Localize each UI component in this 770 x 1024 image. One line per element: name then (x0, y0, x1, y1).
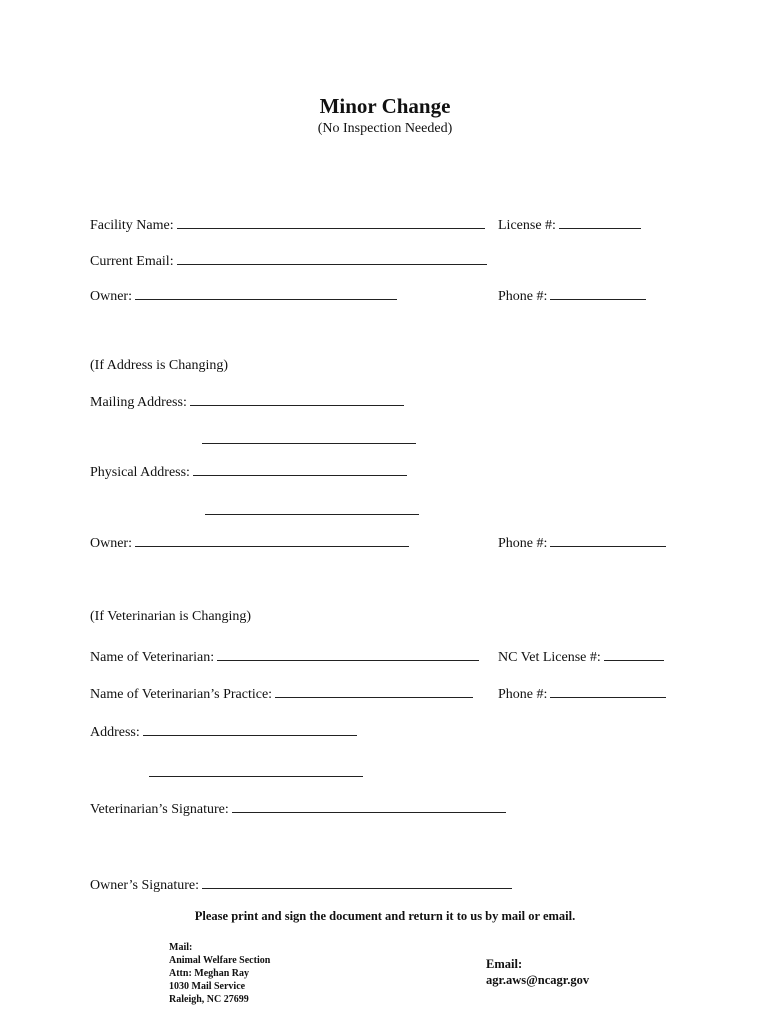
physical-address-line-2[interactable] (205, 513, 419, 515)
mailing-address-line[interactable] (190, 393, 404, 406)
license-line[interactable] (559, 216, 641, 229)
phone-field[interactable] (498, 287, 646, 305)
license-label: License #: (498, 218, 556, 233)
address-owner-label: Owner: (90, 536, 132, 551)
owner-field[interactable] (90, 287, 397, 305)
current-email-label: Current Email: (90, 254, 174, 269)
mail-line-4: Raleigh, NC 27699 (169, 994, 249, 1005)
vet-license-label: NC Vet License #: (498, 650, 601, 665)
vet-address-line-2[interactable] (149, 775, 363, 777)
vet-phone-label: Phone #: (498, 687, 548, 702)
address-phone-label: Phone #: (498, 536, 548, 551)
page-subtitle: (No Inspection Needed) (317, 121, 453, 136)
phone-label: Phone #: (498, 289, 548, 304)
vet-practice-label: Name of Veterinarian’s Practice: (90, 687, 273, 702)
facility-name-field[interactable] (90, 216, 485, 234)
vet-phone-field[interactable] (498, 685, 666, 703)
page-title: Minor Change (319, 94, 451, 118)
owner-signature-line[interactable] (202, 876, 512, 889)
mail-line-2: Attn: Meghan Ray (169, 968, 249, 979)
vet-license-field[interactable] (498, 648, 664, 666)
owner-signature-field[interactable] (90, 876, 512, 894)
vet-license-line[interactable] (604, 648, 664, 661)
facility-name-line[interactable] (177, 216, 485, 229)
mailing-address-line-2[interactable] (202, 442, 416, 444)
address-phone-line[interactable] (550, 534, 666, 547)
vet-section-heading: (If Veterinarian is Changing) (90, 609, 252, 624)
owner-line[interactable] (135, 287, 397, 300)
vet-signature-field[interactable] (90, 800, 506, 818)
vet-signature-label: Veterinarian’s Signature: (90, 802, 229, 817)
vet-address-label: Address: (90, 725, 140, 740)
address-owner-line[interactable] (135, 534, 409, 547)
address-section-heading: (If Address is Changing) (90, 358, 229, 373)
address-owner-field[interactable] (90, 534, 409, 552)
owner-label: Owner: (90, 289, 132, 304)
physical-address-label: Physical Address: (90, 465, 190, 480)
physical-address-field[interactable] (90, 463, 407, 481)
vet-address-field[interactable] (90, 723, 357, 741)
email-block (486, 956, 589, 988)
license-field[interactable] (498, 216, 641, 234)
vet-name-label: Name of Veterinarian: (90, 650, 215, 665)
vet-signature-line[interactable] (232, 800, 506, 813)
return-instructions: Please print and sign the document and return it to us by mail or email. (194, 909, 576, 923)
current-email-line[interactable] (177, 252, 487, 265)
owner-signature-label: Owner’s Signature: (90, 878, 199, 893)
vet-name-line[interactable] (217, 648, 479, 661)
current-email-field[interactable] (90, 252, 487, 270)
mailing-address-label: Mailing Address: (90, 395, 187, 410)
vet-practice-field[interactable] (90, 685, 473, 703)
phone-line[interactable] (550, 287, 646, 300)
mail-address-block (169, 941, 270, 1006)
vet-address-line[interactable] (143, 723, 357, 736)
physical-address-line[interactable] (193, 463, 407, 476)
mail-heading: Mail: (169, 942, 193, 953)
vet-phone-line[interactable] (550, 685, 666, 698)
mailing-address-field[interactable] (90, 393, 404, 411)
facility-name-label: Facility Name: (90, 218, 174, 233)
email-address[interactable]: agr.aws@ncagr.gov (486, 973, 590, 987)
vet-name-field[interactable] (90, 648, 479, 666)
mail-line-3: 1030 Mail Service (169, 981, 246, 992)
email-heading: Email: (486, 957, 523, 971)
address-phone-field[interactable] (498, 534, 666, 552)
vet-practice-line[interactable] (275, 685, 473, 698)
mail-line-1: Animal Welfare Section (169, 955, 271, 966)
